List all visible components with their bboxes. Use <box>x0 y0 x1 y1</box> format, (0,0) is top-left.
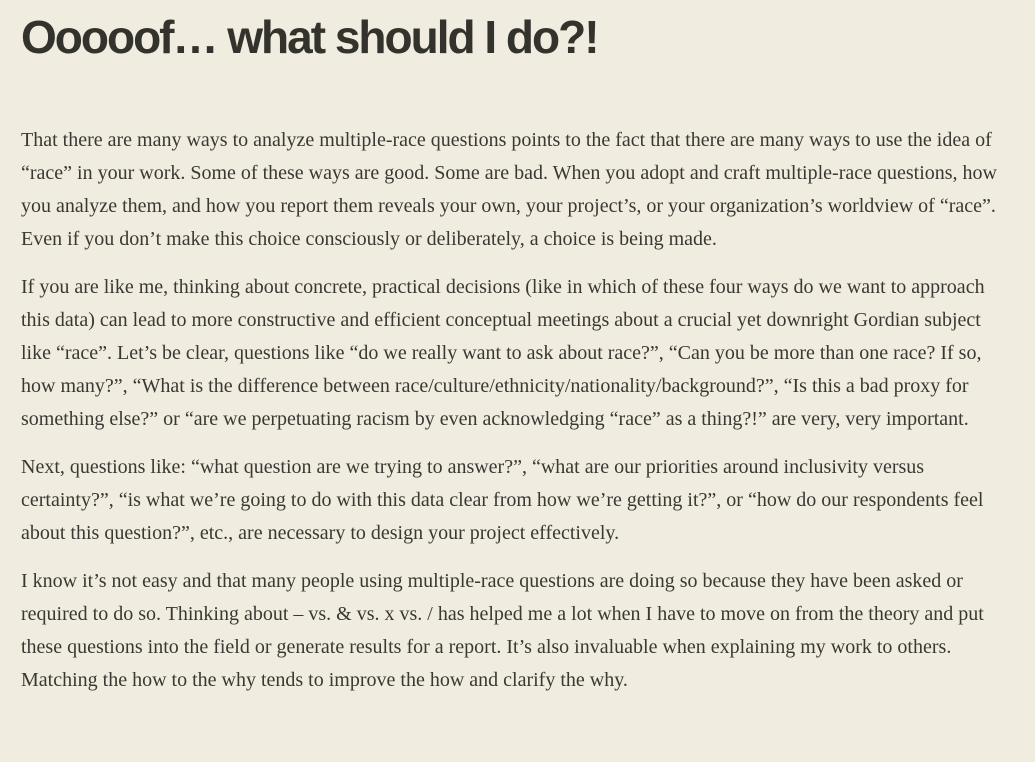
paragraph-4: I know it’s not easy and that many people using multiple-race questions are doing so because they have been asked or required to do so. Thinking about – vs. & vs. x vs. / has helped me a lot when I have to move on from the theory and put these questions into the field or generate results for a report. It’s also invaluable when explaining my work to others. Matching the how to the why tends to improve the how and clarify the why. <box>21 569 984 691</box>
paragraph-3: Next, questions like: “what question are we trying to answer?”, “what are our priorities around inclusivity versus certainty?”, “is what we’re going to do with this data clear from how we’re getting it?”, or “how do our respondents feel about this question?”, etc., are necessary to design your project effectively. <box>21 455 984 544</box>
page-title: Ooooof… what should I do?! <box>21 11 598 63</box>
article-body <box>21 124 1014 697</box>
paragraph-1: That there are many ways to analyze multiple-race questions points to the fact that there are many ways to use the idea of “race” in your work. Some of these ways are good. Some are bad. When you adopt and craft multiple-race questions, how you analyze them, and how you report them reveals your own, your project’s, or your organization’s worldview of “race”. Even if you don’t make this choice consciously or deliberately, a choice is being made. <box>21 128 997 250</box>
paragraph-2: If you are like me, thinking about concrete, practical decisions (like in which of these four ways do we want to approach this data) can lead to more constructive and efficient conceptual meetings about a crucial yet downright Gordian subject like “race”. Let’s be clear, questions like “do we really want to ask about race?”, “Can you be more than one race? If so, how many?”, “What is the difference between race/culture/ethnicity/nationality/background?”, “Is this a bad proxy for something else?” or “are we perpetuating racism by even acknowledging “race” as a thing?!” are very, very important. <box>21 275 985 430</box>
